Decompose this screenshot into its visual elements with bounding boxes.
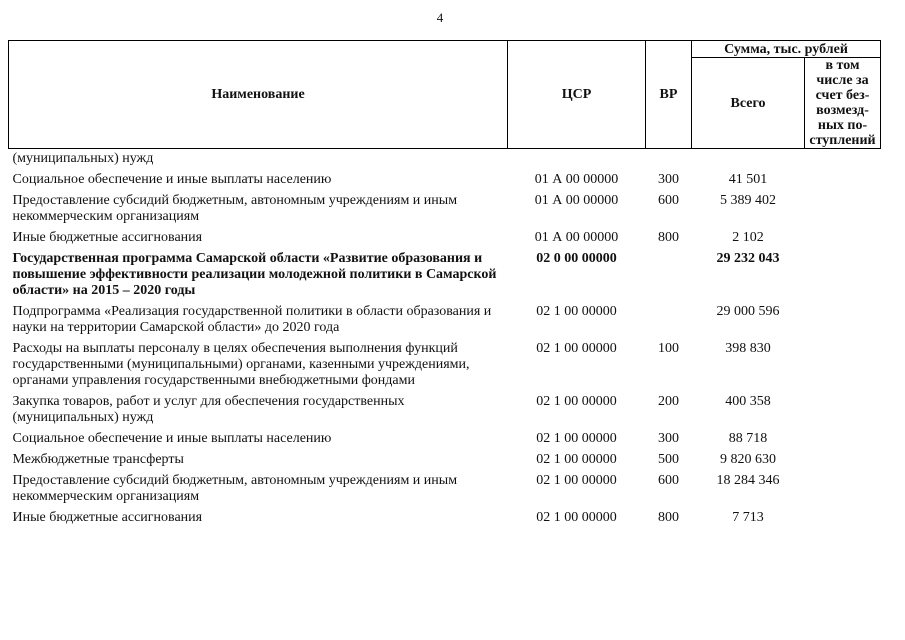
row-vr	[646, 149, 692, 171]
row-total: 5 389 402	[720, 193, 776, 208]
row-csr: 02 1 00 00000	[536, 341, 617, 356]
row-bezvozm	[805, 249, 881, 302]
table-row	[9, 249, 881, 302]
table-row	[9, 429, 881, 450]
table-row	[9, 471, 881, 508]
table-row	[9, 339, 881, 392]
row-csr	[508, 149, 646, 171]
row-csr: 02 1 00 00000	[536, 304, 617, 319]
row-vr: 200	[658, 394, 679, 409]
row-total: 29 000 596	[716, 304, 780, 319]
page-number: 4	[436, 10, 444, 25]
row-vr: 800	[658, 230, 679, 245]
table-row	[9, 170, 881, 191]
row-vr: 300	[658, 172, 679, 187]
row-csr: 01 А 00 00000	[534, 230, 619, 245]
row-bezvozm	[805, 228, 881, 249]
row-name: Социальное обеспечение и иные выплаты населению	[12, 431, 332, 446]
row-csr: 02 1 00 00000	[536, 473, 617, 488]
header-total: Всего	[692, 58, 805, 149]
row-bezvozm	[805, 191, 881, 228]
table-row	[9, 508, 881, 529]
row-total: 88 718	[728, 431, 768, 446]
row-csr: 02 1 00 00000	[536, 510, 617, 525]
header-vr: ВР	[646, 41, 692, 149]
table-row	[9, 228, 881, 249]
row-csr: 02 0 00 00000	[536, 251, 617, 266]
row-total: 18 284 346	[716, 473, 780, 488]
header-csr: ЦСР	[508, 41, 646, 149]
row-name: (муниципальных) нужд	[12, 151, 154, 166]
row-csr: 01 А 00 00000	[534, 193, 619, 208]
row-bezvozm	[805, 339, 881, 392]
row-csr: 01 А 00 00000	[534, 172, 619, 187]
row-name: Государственная программа Самарской области «Развитие образования и повышение эффективности реализации молодежной политики в Самарской области» на 2015 – 2020 годы	[12, 251, 497, 298]
row-bezvozm	[805, 429, 881, 450]
row-total	[692, 149, 805, 171]
row-vr: 800	[658, 510, 679, 525]
row-total: 9 820 630	[720, 452, 776, 467]
row-vr	[646, 249, 692, 302]
row-bezvozm	[805, 392, 881, 429]
table-row	[9, 302, 881, 339]
row-bezvozm	[805, 170, 881, 191]
row-name: Межбюджетные трансферты	[12, 452, 184, 467]
row-total: 29 232 043	[716, 251, 780, 266]
row-bezvozm	[805, 302, 881, 339]
header-sum: Сумма, тыс. рублей	[692, 41, 881, 58]
table-row	[9, 149, 881, 171]
row-total: 400 358	[725, 394, 771, 409]
row-vr	[646, 302, 692, 339]
row-csr: 02 1 00 00000	[536, 394, 617, 409]
row-total: 2 102	[732, 230, 764, 245]
header-name: Наименование	[9, 41, 508, 149]
row-bezvozm	[805, 149, 881, 171]
row-csr: 02 1 00 00000	[536, 452, 617, 467]
row-bezvozm	[805, 508, 881, 529]
row-vr: 300	[658, 431, 679, 446]
row-name: Иные бюджетные ассигнования	[12, 230, 203, 245]
row-total: 41 501	[728, 172, 768, 187]
row-name: Иные бюджетные ассигнования	[12, 510, 203, 525]
row-vr: 600	[658, 193, 679, 208]
row-vr: 500	[658, 452, 679, 467]
table-row	[9, 392, 881, 429]
budget-table	[8, 40, 881, 529]
row-name: Предоставление субсидий бюджетным, автономным учреждениям и иным некоммерческим организациям	[12, 473, 458, 504]
row-vr: 600	[658, 473, 679, 488]
row-vr: 100	[658, 341, 679, 356]
header-bezvozm: в том числе за счет без-возмезд-ных по-ступлений	[805, 58, 881, 149]
row-csr: 02 1 00 00000	[536, 431, 617, 446]
row-bezvozm	[805, 450, 881, 471]
row-name: Закупка товаров, работ и услуг для обеспечения государственных (муниципальных) нужд	[12, 394, 405, 425]
row-name: Предоставление субсидий бюджетным, автономным учреждениям и иным некоммерческим организациям	[12, 193, 458, 224]
row-name: Социальное обеспечение и иные выплаты населению	[12, 172, 332, 187]
row-name: Расходы на выплаты персоналу в целях обеспечения выполнения функций государственными (муниципальными) органами, казенными учреждениями, органами управления государственными внебюджетными фондами	[12, 341, 470, 388]
table-row	[9, 191, 881, 228]
row-total: 7 713	[732, 510, 764, 525]
row-bezvozm	[805, 471, 881, 508]
table-header	[9, 41, 881, 149]
row-name: Подпрограмма «Реализация государственной политики в области образования и науки на территории Самарской области» до 2020 года	[12, 304, 492, 335]
row-total: 398 830	[725, 341, 771, 356]
table-row	[9, 450, 881, 471]
table-body	[9, 149, 881, 530]
